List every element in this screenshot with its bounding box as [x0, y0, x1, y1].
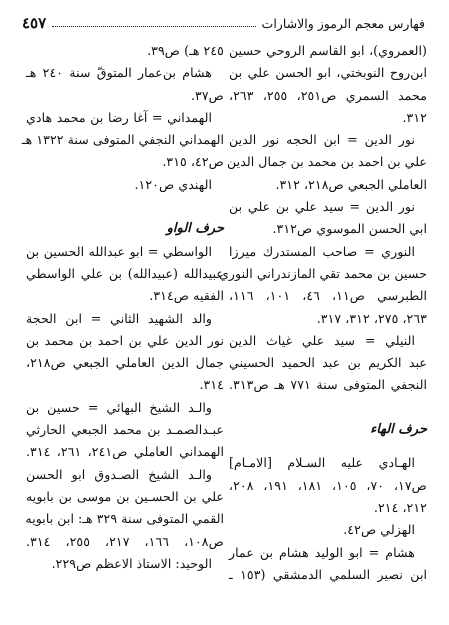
index-line: حسين بن محمد تقي المازندراني النوري: [218, 265, 427, 281]
index-line: ٢٤٥ هـ) ص٣٩.: [147, 43, 224, 58]
section-heading-ha: حرف الهاء: [370, 422, 427, 438]
index-line: الفقيه ص٣١٤.: [149, 288, 224, 304]
index-line: الهمداني العاملي ص٢٤١، ٢٦١، ٣١٤.: [26, 444, 224, 460]
index-line: ابن‌روح النوبختي، ابو الحسن علي بن: [229, 65, 427, 81]
index-line: ٢١٢، ٢١٤.: [373, 499, 427, 515]
index-line: ابي الحسن الموسوي ص٣١٢.: [272, 221, 427, 237]
index-line: علي بن الحسـين بن موسى بن بابويه: [26, 488, 224, 504]
index-line: محمد السمري ص٢٥١، ٢٥٥، ٢٦٣،: [229, 87, 427, 103]
index-entry-head: الواسطي = ابو عبدالله الحسين بن: [26, 243, 212, 259]
index-entry-head: الهندي ص١٢٠.: [134, 176, 212, 192]
index-entry-head: النيلي = سيد علي غياث الدين: [229, 332, 415, 348]
index-line: النجفي المتوفى سنة ٧٧١ هـ ص٣١٣.: [229, 377, 427, 393]
index-line: علي بن احمد بن محمد بن جمال الدين: [227, 154, 427, 170]
index-entry-head: الهمداني = آغا رضا بن محمد هادي: [26, 109, 212, 125]
index-line: الهمداني النجفي المتوفى سنة ١٣٢٢ هـ: [21, 132, 224, 148]
index-entry-head: هشام بن‌عمار المتوقّ سنة ٢٤٠ هـ: [26, 65, 212, 81]
index-column-left: [21, 40, 224, 575]
index-column-right: [218, 40, 427, 586]
index-entry-head: والـد الشيخ البهائي = حسين بن: [26, 399, 212, 415]
index-line: ابن نصير السلمي الدمشقي (١٥٣ ـ: [229, 566, 427, 582]
index-entry-head: والـد الشيخ الصـدوق ابو الحسن: [26, 466, 212, 482]
index-line: عبـدالصمـد بن محمد الجبعي الحارثي: [26, 422, 224, 438]
running-title: فهارس معجم الرموز والاشارات: [261, 15, 425, 31]
section-gap: [229, 397, 427, 419]
dotted-leader: [52, 25, 255, 27]
page-number: ٤٥٧: [22, 14, 47, 32]
index-line: جمال الدين العاملي الجبعي ص٢١٨،: [26, 355, 224, 371]
index-line: القمي المتوفى سنة ٣٢٩ هـ: ابن بابويه: [25, 511, 224, 527]
section-gap: [26, 196, 224, 218]
index-line: العاملي الجبعي ص٢١٨، ٣١٢.: [275, 176, 427, 192]
section-heading-waw: حرف الواو: [166, 221, 224, 237]
page-header: [22, 14, 425, 32]
index-line: عبد الكريم بن عبد الحميد الحسيني: [229, 355, 427, 371]
index-line: ص١٠٨، ١٦٦، ٢١٧، ٢٥٥، ٣١٤.: [26, 533, 224, 549]
index-line: ص١٧، ٧٠، ١٠٥، ١٨١، ١٩١، ٢٠٨،: [229, 477, 427, 493]
index-entry-head: الهزلي ص٤٢.: [343, 522, 415, 538]
index-line: ص٤٢، ٣١٥.: [162, 154, 224, 170]
index-line: ص٣٧.: [190, 87, 224, 103]
index-entry-head: النوري = صاحب المستدرك ميرزا: [229, 243, 415, 259]
index-entry-head: الوحيد: الاستاذ الاعظم ص٢٢٩.: [51, 555, 212, 571]
index-entry-head: الهـادي عليه السـلام [الامـام]: [229, 455, 415, 471]
index-entry-head: والد الشهيد الثاني = ابن الحجة: [26, 310, 212, 326]
index-line: ٢٦٣، ٢٧٥، ٣١٢، ٣١٧.: [316, 310, 427, 326]
index-line: ٣١٢.: [402, 109, 427, 125]
section-gap: [229, 441, 427, 452]
index-entry-head: نور الدين = ابن الحجه نور الدين: [229, 132, 415, 148]
index-line: ٣١٤.: [199, 377, 224, 393]
index-line: الطبرسي ص١١، ٤٦، ١٠١، ١١٦،: [229, 288, 427, 304]
index-line: نور الدين علي بن احمد بن محمد بن: [26, 332, 224, 348]
index-line: عبيدالله (عبيدالله) بن علي الواسطي: [26, 265, 224, 281]
index-line: (العمروي)، ابو القاسم الروحي حسين: [229, 43, 427, 58]
index-entry-head: نور الدين = سيد علي بن علي بن: [229, 199, 415, 215]
index-entry-head: هشام = ابو الوليد هشام بن عمار: [229, 544, 415, 560]
